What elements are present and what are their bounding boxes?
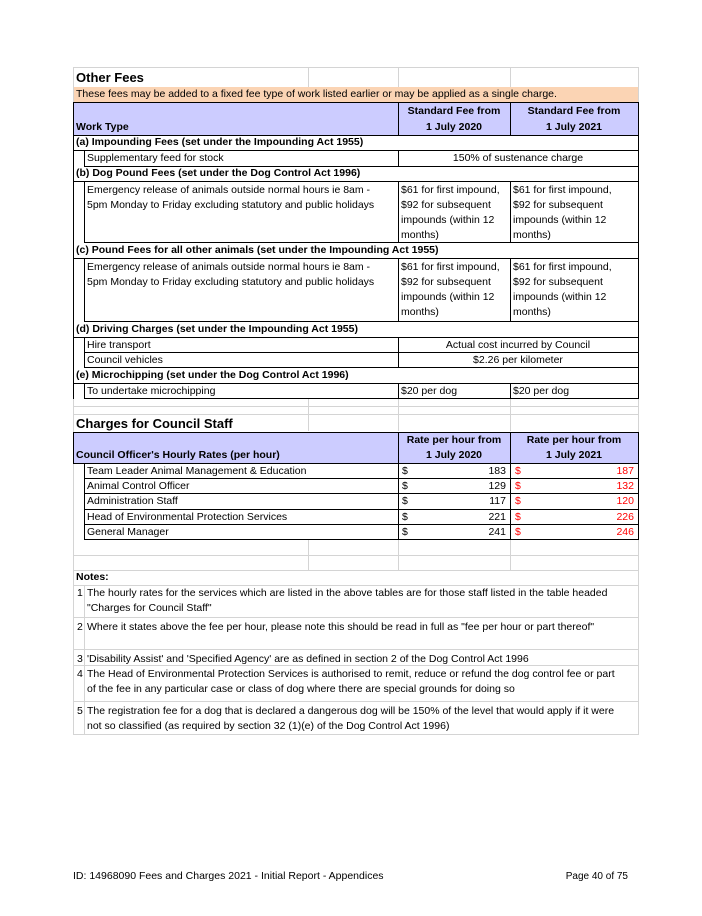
staff-name: Head of Environmental Protection Services bbox=[87, 511, 288, 523]
section-e-heading: (e) Microchipping (set under the Dog Control Act 1996) bbox=[76, 369, 349, 381]
staff-name: Administration Staff bbox=[87, 495, 178, 507]
col-standard-2021: Standard Fee from bbox=[527, 105, 621, 117]
currency-2020: $ bbox=[402, 495, 408, 507]
section-b-fee-2020-l2: $92 for subsequent bbox=[401, 199, 491, 211]
rate-2020: 117 bbox=[489, 495, 506, 507]
note-text-line: The registration fee for a dog that is declared a dangerous dog will be 150% of the level that would apply if it were bbox=[87, 705, 615, 717]
col-rate-2020: Rate per hour from bbox=[406, 434, 502, 446]
currency-2020: $ bbox=[402, 465, 408, 477]
section-c-item-line2: 5pm Monday to Friday excluding statutory and public holidays bbox=[87, 276, 375, 288]
staff-name: Animal Control Officer bbox=[87, 480, 190, 492]
section-c-heading: (c) Pound Fees for all other animals (set under the Impounding Act 1955) bbox=[76, 244, 439, 256]
col-officer: Council Officer's Hourly Rates (per hour) bbox=[76, 449, 280, 461]
section-c-item-line1: Emergency release of animals outside normal hours ie 8am - bbox=[87, 261, 371, 273]
rate-2020: 129 bbox=[488, 480, 506, 492]
col-rate-2020-date: 1 July 2020 bbox=[425, 449, 483, 461]
currency-2020: $ bbox=[402, 526, 408, 538]
section-c-fee-2020-l4: months) bbox=[401, 306, 439, 318]
currency-2020: $ bbox=[402, 511, 408, 523]
section-c-fee-2021-l2: $92 for subsequent bbox=[513, 276, 603, 288]
note-number: 4 bbox=[77, 668, 83, 680]
section-c-fee-2021-l3: impounds (within 12 bbox=[513, 291, 607, 303]
col-work-type: Work Type bbox=[76, 121, 129, 133]
currency-2021: $ bbox=[515, 480, 521, 492]
other-fees-title: Other Fees bbox=[76, 70, 144, 85]
note-number: 2 bbox=[77, 621, 83, 633]
section-b-item-line2: 5pm Monday to Friday excluding statutory and public holidays bbox=[87, 199, 375, 211]
note-text-line: The Head of Environmental Protection Services is authorised to remit, reduce or refund the dog control fee or part bbox=[87, 668, 615, 680]
notes-title: Notes: bbox=[76, 571, 109, 583]
section-c-fee-2021-l4: months) bbox=[513, 306, 551, 318]
note-number: 1 bbox=[77, 587, 83, 599]
rate-2021: 246 bbox=[616, 526, 634, 538]
other-fees-subtitle: These fees may be added to a fixed fee type of work listed earlier or may be applied as a single charge. bbox=[76, 88, 557, 100]
section-c-fee-2020-l3: impounds (within 12 bbox=[401, 291, 495, 303]
col-standard-2021-date: 1 July 2021 bbox=[545, 121, 603, 133]
note-text-line: 'Disability Assist' and 'Specified Agency' are as defined in section 2 of the Dog Control Act 1996 bbox=[87, 653, 529, 665]
section-d-item1: Hire transport bbox=[87, 339, 151, 351]
section-a-item: Supplementary feed for stock bbox=[87, 152, 224, 164]
footer-page-number: Page 40 of 75 bbox=[565, 871, 628, 882]
note-number: 3 bbox=[77, 653, 83, 665]
section-d-fee2: $2.26 per kilometer bbox=[473, 354, 563, 366]
staff-title: Charges for Council Staff bbox=[76, 416, 233, 431]
section-a-heading: (a) Impounding Fees (set under the Impounding Act 1955) bbox=[76, 136, 364, 148]
section-c-fee-2020-l1: $61 for first impound, bbox=[401, 261, 500, 273]
note-text-line: The hourly rates for the services which are listed in the above tables are for those staff listed in the table headed bbox=[87, 587, 608, 599]
footer-doc-id: ID: 14968090 Fees and Charges 2021 - Initial Report - Appendices bbox=[73, 870, 384, 882]
col-rate-2021: Rate per hour from bbox=[526, 434, 622, 446]
note-text-line: "Charges for Council Staff" bbox=[87, 602, 212, 614]
section-b-fee-2021-l1: $61 for first impound, bbox=[513, 184, 612, 196]
rate-2021: 226 bbox=[616, 511, 634, 523]
section-b-fee-2021-l3: impounds (within 12 bbox=[513, 214, 607, 226]
rate-2021: 132 bbox=[616, 480, 634, 492]
rate-2020: 221 bbox=[488, 511, 506, 523]
note-text-line: Where it states above the fee per hour, please note this should be read in full as "fee per hour or part thereof" bbox=[87, 621, 595, 633]
currency-2021: $ bbox=[515, 526, 521, 538]
note-text-line: of the fee in any particular case or class of dog where there are special grounds for doing so bbox=[87, 683, 515, 695]
section-b-fee-2020-l4: months) bbox=[401, 229, 439, 241]
section-c-fee-2021-l1: $61 for first impound, bbox=[513, 261, 612, 273]
staff-name: Team Leader Animal Management & Education bbox=[87, 465, 307, 477]
section-b-fee-2021-l2: $92 for subsequent bbox=[513, 199, 603, 211]
note-text-line: not so classified (as required by section 32 (1)(e) of the Dog Control Act 1996) bbox=[87, 720, 450, 732]
col-standard-2020-date: 1 July 2020 bbox=[425, 121, 483, 133]
section-b-fee-2020-l1: $61 for first impound, bbox=[401, 184, 500, 196]
currency-2021: $ bbox=[515, 511, 521, 523]
col-rate-2021-date: 1 July 2021 bbox=[545, 449, 603, 461]
currency-2020: $ bbox=[402, 480, 408, 492]
note-number: 5 bbox=[77, 705, 83, 717]
section-d-item2: Council vehicles bbox=[87, 354, 163, 366]
section-c-fee-2020-l2: $92 for subsequent bbox=[401, 276, 491, 288]
currency-2021: $ bbox=[515, 495, 521, 507]
staff-name: General Manager bbox=[87, 526, 169, 538]
rate-2021: 120 bbox=[616, 495, 634, 507]
section-a-fee: 150% of sustenance charge bbox=[452, 152, 584, 164]
rate-2021: 187 bbox=[616, 465, 634, 477]
section-e-fee-2020: $20 per dog bbox=[401, 385, 458, 397]
section-e-fee-2021: $20 per dog bbox=[513, 385, 570, 397]
currency-2021: $ bbox=[515, 465, 521, 477]
rate-2020: 241 bbox=[488, 526, 506, 538]
rate-2020: 183 bbox=[488, 465, 506, 477]
section-d-fee1: Actual cost incurred by Council bbox=[445, 339, 591, 351]
section-b-heading: (b) Dog Pound Fees (set under the Dog Control Act 1996) bbox=[76, 167, 361, 179]
section-d-heading: (d) Driving Charges (set under the Impounding Act 1955) bbox=[76, 323, 358, 335]
col-standard-2020: Standard Fee from bbox=[407, 105, 501, 117]
section-b-item-line1: Emergency release of animals outside normal hours ie 8am - bbox=[87, 184, 371, 196]
section-b-fee-2020-l3: impounds (within 12 bbox=[401, 214, 495, 226]
section-e-item: To undertake microchipping bbox=[87, 385, 216, 397]
section-b-fee-2021-l4: months) bbox=[513, 229, 551, 241]
